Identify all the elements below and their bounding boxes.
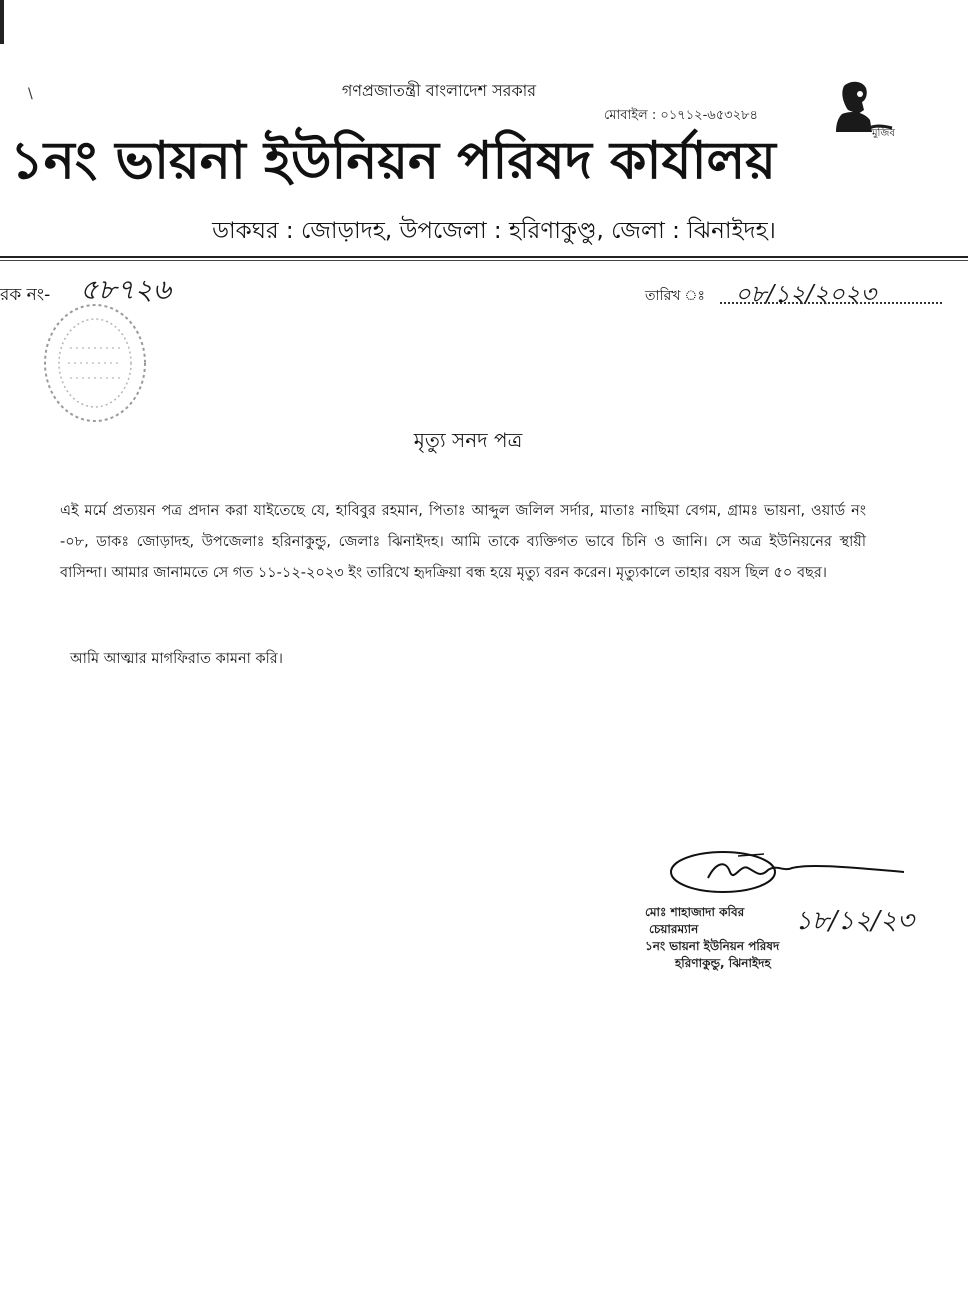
header-rule-top xyxy=(0,256,968,258)
office-title: ১নং ভায়না ইউনিয়ন পরিষদ কার্যালয় xyxy=(10,131,776,191)
signed-date: ১৮/১২/২৩ xyxy=(795,906,914,936)
logo-caption: মুজিব xyxy=(872,128,895,138)
memo-number-value: ৫৮৭২৬ xyxy=(80,273,171,306)
date-dotted-line xyxy=(720,302,942,304)
mobile-number: মোবাইল : ০১৭১২-৬৫৩২৮৪ xyxy=(604,108,758,123)
date-value: ০৮/১২/২০২৩ xyxy=(735,280,876,308)
handwritten-signature xyxy=(668,842,918,902)
date-label: তারিখ ঃ xyxy=(645,288,705,304)
faded-seal-stamp xyxy=(40,298,150,428)
signatory-block xyxy=(645,904,779,972)
closing-line: আমি আত্মার মাগফিরাত কামনা করি। xyxy=(70,651,283,667)
government-line: গণপ্রজাতন্ত্রী বাংলাদেশ সরকার xyxy=(341,81,537,100)
page-edge-mark xyxy=(0,0,4,44)
document-heading: মৃত্যু সনদ পত্র xyxy=(413,428,523,452)
certificate-body: এই মর্মে প্রত্যয়ন পত্র প্রদান করা যাইতেছে যে, হাবিবুর রহমান, পিতাঃ আব্দুল জলিল সর্দার, মাতাঃ নাছিমা বেগম, গ্রামঃ ভায়না, ওয়ার্ড নং -০৮, ডাকঃ জোড়াদহ, উপজেলাঃ হরিনাকুন্ডু, জেলাঃ ঝিনাইদহ। আমি তাকে ব্যক্তিগত ভাবে চিনি ও জানি। সে অত্র ইউনিয়নের স্থায়ী বাসিন্দা। আমার জানামতে সে গত ১১-১২-২০২৩ ইং তারিখে হৃদক্রিয়া বন্ধ হয়ে মৃত্যু বরন করেন। মৃত্যুকালে তাহার বয়স ছিল ৫০ বছর। xyxy=(60,503,866,581)
signatory-location: হরিণাকুন্ডু, ঝিনাইদহ xyxy=(675,956,771,970)
signatory-organization: ১নং ভায়না ইউনিয়ন পরিষদ xyxy=(645,939,780,953)
signatory-name: মোঃ শাহাজাদা কবির xyxy=(645,905,745,919)
office-address: ডাকঘর : জোড়াদহ, উপজেলা : হরিণাকুণ্ডু, জেলা : ঝিনাইদহ। xyxy=(212,218,776,244)
signatory-title: চেয়ারম্যান xyxy=(649,922,699,936)
margin-tick-mark: \ xyxy=(28,86,33,102)
memo-number-label: রক নং- xyxy=(0,285,51,305)
header-rule-bottom xyxy=(0,260,968,261)
